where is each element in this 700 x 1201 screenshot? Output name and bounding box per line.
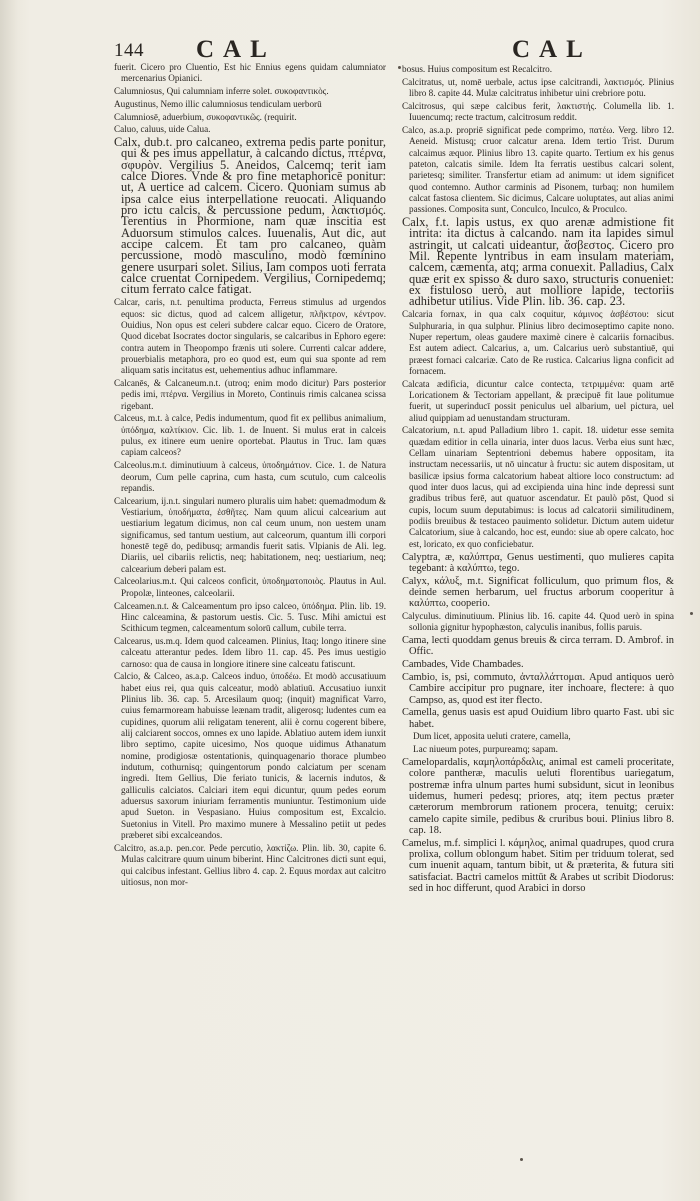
entry: fuerit. Cicero pro Cluentio, Est hic Ennius egens quidam calumniator mercenarius Opianici. [114, 62, 386, 84]
entry: Calcanēs, & Calcaneum.n.t. (utroq; enim modo dicitur) Pars posterior pedis imi, πτέρνα. Vergilius in Moreto, Continuis rimis calcanea scissa rigebant. [114, 378, 386, 411]
verse-line: Lac niueum potes, purpureamq; sapam. [413, 744, 558, 755]
gutter-shadow [0, 0, 18, 1201]
entry: Calceus, m.t. à calce, Pedis indumentum, quod fit ex pellibus animalium, ὑπόδημα, καλτίκιον. Cic. lib. 1. de Inuent. Si mulus erat in calceis pulus, ex itinere eum uenire oportebat. Plautus in Truc. Iam quæs capiam calceos? [114, 413, 386, 458]
entry: Calcio, & Calceo, as.a.p. Calceos induo, ὑποδέω. Et modò accusatiuum habet eius rei, qua quis calceatur, modò ablatiuū. Accusatiuo iunxit Plinius lib. 36. cap. 5. Arcesilaum quoq; (inquit) magnificat Varro, cuius femarmoream habuisse leænam tradit, aligerosq; ludentes cum ea cupidines, quorum alii religatam tenerent, alii è cornu cogerent bibere, alij calciarent soccos, omnes ex uno lapide. Ablatiuo autem idem iunxit libro septimo, capite uicesimo, Nos quoque uidimus Athanatum nomine, prodigiosæ ostentationis, quinquagenario thorace plumbeo indutum, cothurnisq; quingentorum pondo calciatum per scenam ingredi. Item Gellius, Die feriato tunicis, & lacernis indutos, & galliculis calciatos. Calciari item equi dicuntur, quum pedes eorum aduersus saxorum iniuriam ferramentis muniuntur. Testimonium uide apud Sueton. in Vespasiano. Huius compositum est, Excalcio. Suetonius in Vitell. Pro maximo munere à Messalino petiit ut pedes præberet sibi excalceandos. [114, 671, 386, 841]
entry: Calumniosus, Qui calumniam inferre solet. συκοφαντικὸς. [114, 86, 329, 97]
entry: Calceamen.n.t. & Calceamentum pro ipso calceo, ὑπόδημα. Plin. lib. 19. Hinc calceamina, & pastorum uestis. Cic. 5. Tusc. Mihi amictui est Scithicum tegmen, calceamentum solorū callum, cubile terra. [114, 600, 386, 634]
page-number: 144 [114, 40, 144, 61]
entry: Cambades, Vide Chambades. [402, 659, 524, 671]
entry: Calco, as.a.p. propriē significat pede comprimo, πατέω. Verg. libro 12. Aeneid. Mistusq; cruor calcatur arena. Idem tertio Trist. Durum calcaimus æquor. Plinius libro 13. capite quarto. Tertium ex his genus pateton, calcatis simile. Idem Ita ferratis uestibus calcari solent, parietesq; similiter. Transfertur etiam ad animum: ut idem significet quod contemno. Author carminis ad Pisonem, turbaq; non humilem calcat fastosa clientem. Sic dicimus, Calcare uoluptates, aut alias animi passiones. Composita sunt, Conculco, Inculco, & Proculco. [402, 124, 674, 215]
right-column [402, 64, 674, 896]
entry: Calyculus. diminutiuum. Plinius lib. 16. capite 44. Quod uerò in spina sollonia gignitur hypophæston, calyculis inanibus, follis paruis. [402, 611, 674, 633]
verse-line: Dum licet, apposita ueluti cratere, camella, [413, 731, 571, 742]
entry: Camelopardalis, καμηλοπάρδαλις, animal est cameli proceritate, colore pantheræ, maculis ueluti florentibus uariegatum, postremæ infra ulnum partes humi subsidunt, sicut in leonibus uidemus, humeri pedesq; priores, atq; item pectus præter cæterorum membrorum rationem procera, tenuitg; ceruix: camelo capite simile, pedibus & cruribus boui. Plinius libro 8. cap. 18. [402, 756, 674, 836]
entry: Camelus, m.f. simplici l. κάμηλος, animal quadrupes, quod crura prolixa, collum oblongum habet. Sitim per triduum tolerat, sed cum inuenit aquam, tantum bibit, ut & præterita, & futura siti satisfaciat. Bactri camelos mittūt & Arabes ut scribit Diodorus: sed in hoc differunt, quod Arabici in dorso [402, 837, 674, 895]
entry: Cama, lecti quoddam genus breuis & circa terram. D. Ambrof. in Offic. [402, 635, 674, 658]
entry: Camella, genus uasis est apud Ouidium libro quarto Fast. ubi sic habet. [402, 707, 674, 730]
entry: Calyx, κάλυξ, m.t. Significat folliculum, quo primum flos, & deinde semen herbarum, uel fructus arborum cooperitur à καλύπτω, cooperio. [402, 575, 674, 610]
entry: Calcitro, as.a.p. pen.cor. Pede percutio, λακτίζω. Plin. lib. 30, capite 6. Mulas calcitrare quum uinum biberint. Hinc Calcitrones dicti sunt equi, qui calcibus infestant. Gellius libro 4. cap. 2. Equus mordax aut calcitro uitiosus, non mor- [114, 842, 386, 887]
entry: Calcearus, us.m.q. Idem quod calceamen. Plinius, Itaq; longo itinere sine calceatu atterantur pedes. Idem libro 11. cap. 45. Pes imus uestigio carnoso: qua de causa in longiore itinere sine calceatu fatiscunt. [114, 635, 386, 669]
running-head-right: CAL [512, 36, 592, 63]
entry: Calyptra, æ, καλύπτρα, Genus uestimenti, quo mulieres capita tegebant: à καλύπτω, tego. [402, 551, 674, 574]
left-column [114, 62, 386, 890]
entry: Calceolarius.m.t. Qui calceos conficit, ὑποδηματοποιὸς. Plautus in Aul. Propolæ, linteones, calceolarii. [114, 576, 386, 598]
entry: Calcitratus, ut, nomē uerbale, actus ipse calcitrandi, λακτισμός. Plinius libro 8. capite 44. Mulæ calcitratus inhibetur uini crebriore potu. [402, 76, 674, 99]
entry: Calcatorium, n.t. apud Palladium libro 1. capit. 18. uidetur esse semita quædam editior in cella uinaria, inter duos lacus. Verba eius sunt hæc, Cellam uinariam Septentrioni debemus habere oppositam, ita instructam necessariis, ut nō uincatur à fructu: sic autem dispositam, ut basilicæ ipsius forma calcatorium habeat altiore loco constructum: ad quod inter duos lacus, qui ad excipienda uina hinc inde depressi sunt gradibus tribus ferē, aut quatuor ascendatur. Et paulò pōst, Quod si cupis, locum suum deputabimus: is locus ad calcatorii similitudinem, podiis breuibus & testaceo pauimento solidetur. Dictum autem uidetur Calcatorium, siue à calcando, hoc est, eundo: siue ab opere calcato, hoc est, loricato, ex quo conficiebatur. [402, 425, 674, 549]
entry-headword-calx-lime: Calx, f.t. lapis ustus, ex quo arenæ admistione fit intrita: ita dictus à calcando. nam ita lapides simul astringit, ut calcati uideantur, ἄσβεστος. Cicero pro Mil. Repente lyntribus in eam insulam materiam, calcem, cæmenta, atq; arma conuexit. Palladius, Calx quæ erit ex spisso & duro saxo, structuris conueniet: ex fistuloso uerò, aut molliore lapide, tectoriis adhibetur utilius. Vide Plin. lib. 36. cap. 23. [402, 215, 674, 309]
entry: Augustinus, Nemo illic calumniosus tendiculam uerborū [114, 98, 322, 109]
printer-mark [520, 1158, 523, 1161]
running-head-left: CAL [196, 36, 276, 63]
entry: Calcaria fornax, in qua calx coquitur, κάμινος ἀσβέστου: sicut Sulphuraria, in qua sulphur. Plinius libro decimoseptimo capite nono. Nuper repertum, oleas gaudere maximè cinere è calcariis fornacibus. Est autem adiect. Calcarius, a, um. Calcarius uerò substantiuē, qui præest fornaci calcariæ. Cato de Re rustica. Calcarius ligna conficit ad fornacem. [402, 309, 674, 376]
entry: Cambio, is, psi, commuto, ἀνταλλάττομαι. Apud antiquos uerò Cambire accipitur pro pugnare, iter inchoare, flectere: à quo Campso, as, quod est iter flecto. [402, 671, 674, 706]
entry: Calcar, caris, n.t. penultima producta, Ferreus stimulus ad urgendos equos: sic dictus, quod ad calcem alligetur, πλῆκτρον, κέντρον. Ouidius, Non opus est celeri subdere calcar equo. Cicero de Oratore, Quod dicebat Isocrates doctor singularis, se calcaribus in Ephoro egere: contra autem in Theopompo frænis uti solere. Currenti calcar addere, prouerbialis metaphora, pro eo quod est, eum qui sua sponte ad rem aliquam satis incitatus est, uehementius adhuc inflammare. [114, 297, 386, 376]
entry: Calceolus.m.t. diminutiuum à calceus, ὑποδημάτιον. Cice. 1. de Natura deorum, Cum pelle caprina, cum hasta, cum scutulo, cum calceolis repandis. [114, 460, 386, 493]
entry: Calumniosē, aduerbium, συκοφαντικῶς. (requirit. [114, 111, 297, 122]
entry: Calcitrosus, qui sæpe calcibus ferit, λακτιστής. Columella lib. 1. Iuuencumq; recte tractum, calcitrosum reddit. [402, 100, 674, 123]
entry: Caluo, caluus, uide Calua. [114, 124, 211, 135]
entry-headword-calx: Calx, dub.t. pro calcaneo, extrema pedis parte ponitur, qui & pes imus appellatur, à calcando dictus, πτέρνα, σφυρὸν. Vergilius 5. Aneidos, Calcemq; terit iam calce Diores. Vnde & pro fine metaphoricē ponitur: ut, A uertice ad calcem. Cicero. Quoniam sumus ab ipsa calce eius interpellatione reuocati. Aliquando pro ictu calcis, & percussione pedum, λακτισμός. Terentius in Phormione, nam quæ inscitia est Aduorsum stimulos calces. Iuuenalis, Aut dic, aut accipe calcem. Et tam pro calcaneo, quàm percussione, modò masculino, modò fœminino genere usurpari solet. Silius, Iam compos uoti ferrata calce cruentat Cornipedem. Vergilius, Cornipedemq; citum ferrato calce fatigat. [114, 135, 386, 297]
entry: Calcearium, ij.n.t. singulari numero pluralis uim habet: quemadmodum & Vestiarium, ὑποδήματα, ἐσθῆτες. Nam quum alicui calcearium aut uestiarium legatum dicimus, non cal ceum unum, non uestem unam significamus, sed tantum uestium, aut calceorum, quantum illi corpori honestē tegē do, pedibusq; armandis fuerit satis. Vlpianis de Ali. leg. Diariis, uel cibariis relictis, neq; habitationem, neq; uestiarium, neq; calcearium deberi palam est. [114, 495, 386, 574]
entry: bosus. Huius compositum est Recalcitro. [402, 64, 553, 74]
printer-mark [690, 612, 693, 615]
printer-mark [398, 66, 401, 69]
entry: Calcata ædificia, dicuntur calce contecta, τετριμμένα: quam artē Loricationem & Tectoriam appellant, & præcipuē fit laue politumue fuerit, ut superinducī possit peniculus uel albarium, uel pictura, uel aliud quippiam ad uenustandam structuram. [402, 378, 674, 423]
